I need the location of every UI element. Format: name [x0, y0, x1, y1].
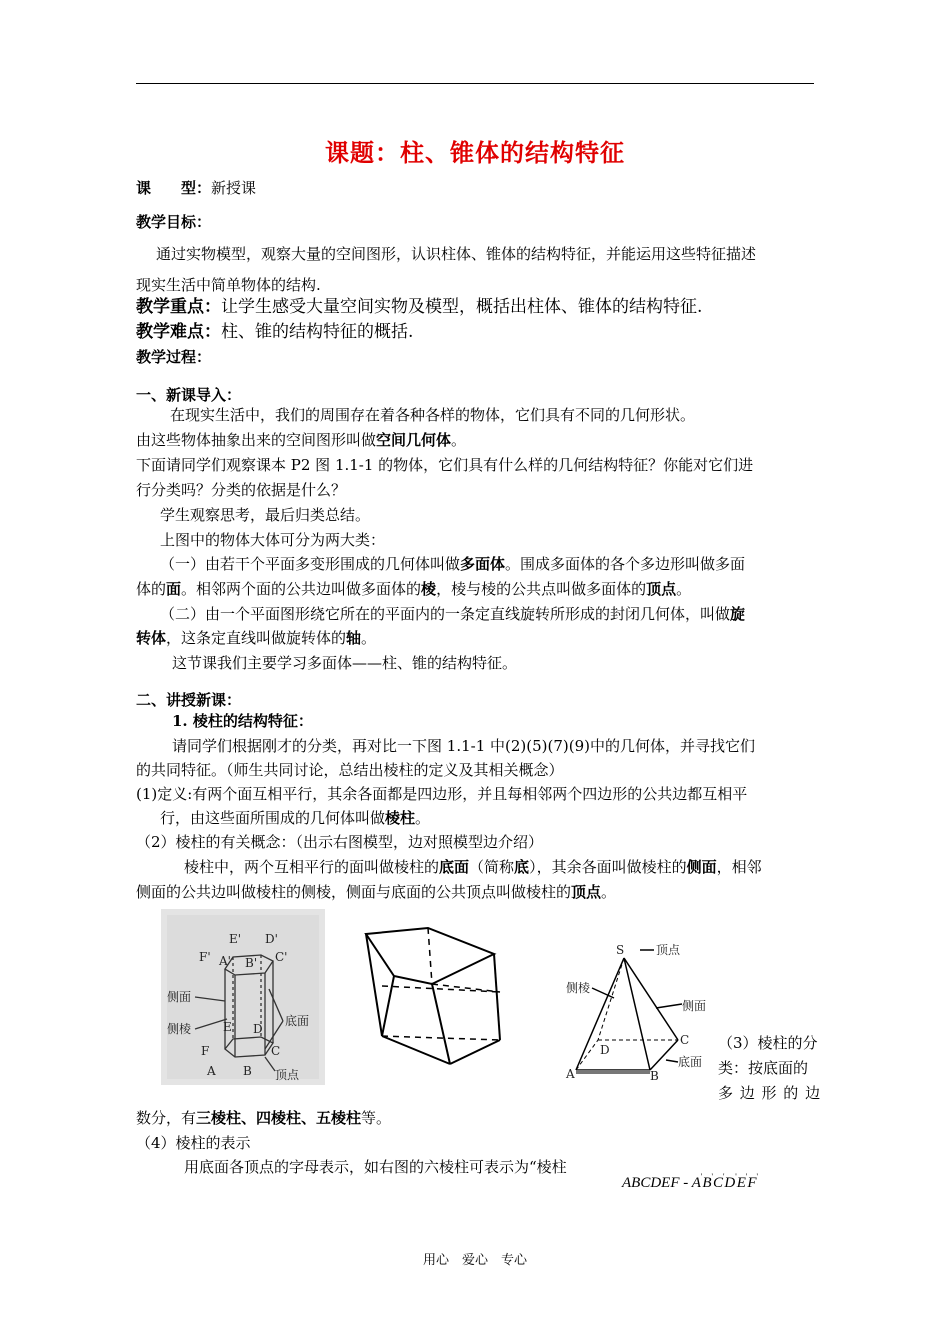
- class-line-3: 多 边 形 的 边: [718, 1084, 822, 1102]
- rep-heading: （4）棱柱的表示: [136, 1134, 251, 1152]
- s1-p4: 学生观察思考，最后归类总结。: [160, 506, 371, 524]
- s1-p5: 上图中的物体大体可分为两大类：: [160, 531, 386, 549]
- label-side-edge: 侧棱: [566, 981, 591, 995]
- hexagonal-prism-figure: [161, 909, 325, 1089]
- label-pyr-D: D: [600, 1043, 610, 1057]
- label-lateral-face: 侧面: [167, 990, 192, 1004]
- s2-concept-1: 棱柱中，两个互相平行的面叫做棱柱的底面（简称底），其余各面叫做棱柱的侧面，相邻: [184, 858, 762, 876]
- goal-line-1: 通过实物模型，观察大量的空间图形，认识柱体、锥体的结构特征，并能运用这些特征描述: [156, 245, 757, 263]
- s1-p10: 这节课我们主要学习多面体——柱、锥的结构特征。: [172, 654, 518, 672]
- label-F-prime: F': [199, 950, 211, 964]
- s2-concept-head: （2）棱柱的有关概念：（出示右图模型，边对照模型边介绍）: [136, 833, 544, 851]
- s2-concept-2: 侧面的公共边叫做棱柱的侧棱，侧面与底面的公共顶点叫做棱柱的顶点。: [136, 883, 617, 901]
- s1-p2: 由这些物体抽象出来的空间图形叫做空间几何体。: [136, 431, 467, 449]
- goal-line-2: 现实生活中简单物体的结构.: [136, 276, 321, 294]
- process-label: 教学过程：: [136, 348, 212, 366]
- difficult-point: 教学难点：柱、锥的结构特征的概括.: [136, 322, 414, 342]
- lesson-type: 课 型：新授课: [136, 179, 257, 197]
- key-point: 教学重点：让学生感受大量空间实物及模型，概括出柱体、锥体的结构特征.: [136, 297, 703, 317]
- s1-p9: 转体，这条定直线叫做旋转体的轴。: [136, 629, 377, 647]
- label-C: C: [271, 1044, 281, 1058]
- s1-p8: （二）由一个平面图形绕它所在的平面内的一条定直线旋转所形成的封闭几何体，叫做旋: [160, 605, 746, 623]
- label-B: B: [243, 1064, 252, 1078]
- label-S: S: [616, 943, 625, 957]
- label-base: 底面: [285, 1014, 310, 1028]
- pentagonal-prism-figure: [360, 924, 510, 1074]
- s1-p6: （一）由若干个平面多变形围成的几何体叫做多面体。围成多面体的各个多边形叫做多面: [160, 555, 746, 573]
- prism-notation: ABCDEF - A'B'C'D'E'F': [622, 1172, 758, 1191]
- label-apex: 顶点: [656, 943, 681, 957]
- s1-p3b: 行分类吗？分类的依据是什么？: [136, 481, 347, 499]
- rep-text: 用底面各顶点的字母表示，如右图的六棱柱可表示为“棱柱: [184, 1158, 567, 1176]
- label-pyr-C: C: [680, 1033, 690, 1047]
- label-vertex: 顶点: [275, 1068, 300, 1082]
- s1-p7: 体的面。相邻两个面的公共边叫做多面体的棱，棱与棱的公共点叫做多面体的顶点。: [136, 580, 692, 598]
- page-footer: 用心 爱心 专心: [422, 1253, 527, 1268]
- label-pyr-A: A: [566, 1067, 575, 1081]
- section1-heading: 一、新课导入：: [136, 386, 242, 404]
- pyramid-figure: [562, 942, 722, 1086]
- s2-p1b: 的共同特征。（师生共同讨论，总结出棱柱的定义及其相关概念）: [136, 761, 564, 779]
- page-title: 课题：柱、锥体的结构特征: [325, 138, 625, 167]
- class-line-1: （3）棱柱的分: [718, 1034, 818, 1052]
- label-F: F: [201, 1044, 210, 1058]
- label-E-prime: E': [229, 932, 242, 946]
- label-C-prime: C': [275, 950, 288, 964]
- label-B-prime: B': [245, 956, 258, 970]
- header-rule: [136, 83, 814, 84]
- label-D-prime: D': [265, 932, 278, 946]
- s2-def2: 行，由这些面所围成的几何体叫做棱柱。: [160, 809, 431, 827]
- label-side-face: 侧面: [682, 999, 707, 1013]
- label-pyr-base: 底面: [678, 1055, 703, 1069]
- label-E: E: [223, 1020, 232, 1034]
- label-lateral-edge: 侧棱: [167, 1022, 192, 1036]
- class-line-4: 数分，有三棱柱、四棱柱、五棱柱等。: [136, 1109, 392, 1127]
- s2-def1: (1)定义:有两个面互相平行，其余各面都是四边形，并且每相邻两个四边形的公共边都互相平: [136, 785, 748, 803]
- s2-p1a: 请同学们根据刚才的分类，再对比一下图 1.1-1 中(2)(5)(7)(9)中的几何体，并寻找它们: [172, 737, 755, 755]
- section2-heading: 二、讲授新课：: [136, 691, 242, 709]
- class-line-2: 类：按底面的: [718, 1059, 809, 1077]
- label-A-prime: A': [219, 954, 231, 968]
- s1-p3a: 下面请同学们观察课本 P2 图 1.1-1 的物体，它们具有什么样的几何结构特征？你能对它们进: [136, 456, 754, 474]
- goal-label: 教学目标：: [136, 213, 212, 231]
- s2-sub1: 1. 棱柱的结构特征：: [172, 712, 313, 730]
- s1-p1: 在现实生活中，我们的周围存在着各种各样的物体，它们具有不同的几何形状。: [170, 406, 696, 424]
- label-D: D: [253, 1022, 263, 1036]
- label-A: A: [207, 1064, 216, 1078]
- label-pyr-B: B: [650, 1069, 659, 1082]
